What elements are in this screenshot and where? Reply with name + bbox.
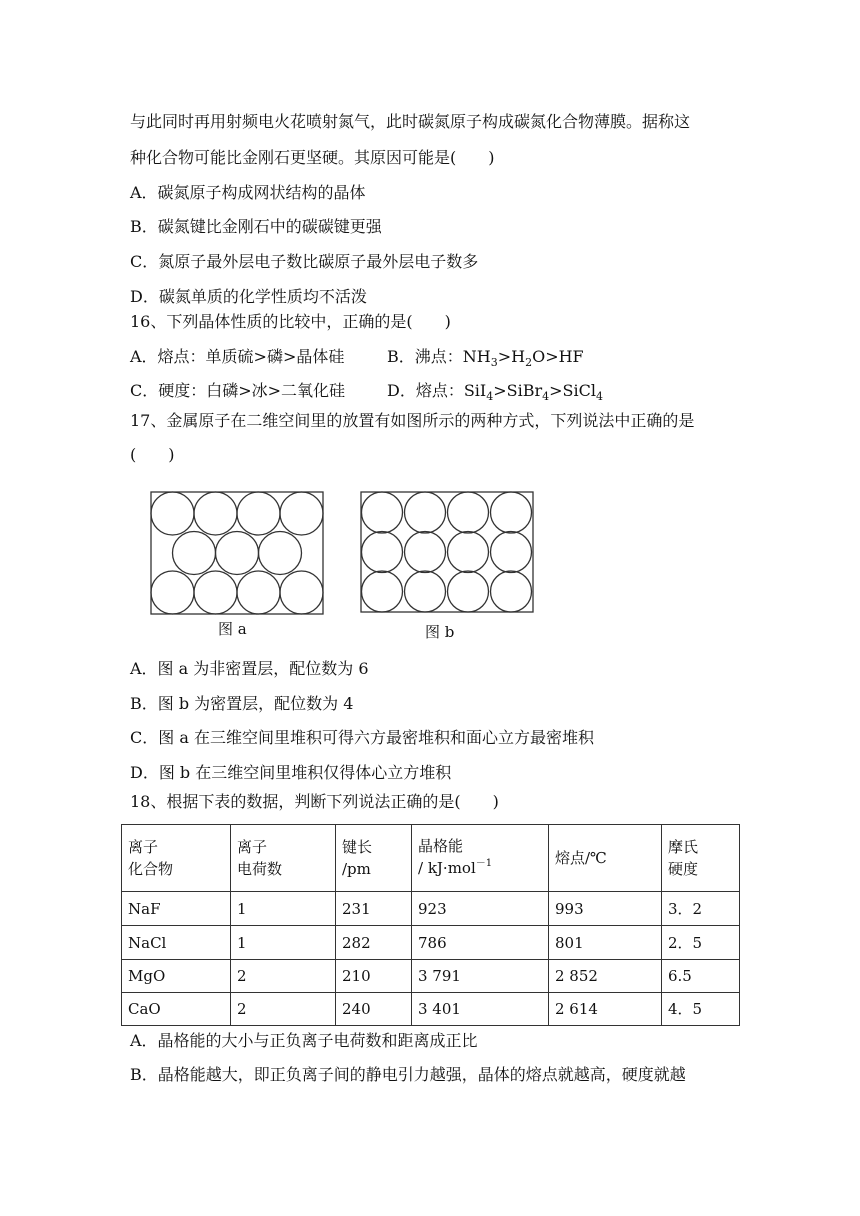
q16-row-ab — [130, 346, 584, 369]
atom-circle — [491, 571, 532, 612]
q16-option-a: A．熔点：单质硫>磷>晶体硅 — [130, 347, 345, 366]
atom-circle — [491, 532, 532, 573]
atom-circle — [280, 492, 323, 535]
crystal-data-table — [121, 824, 740, 1026]
q15-option-c: C．氮原子最外层电子数比碳原子最外层电子数多 — [130, 252, 479, 271]
q18-option-a: A．晶格能的大小与正负离子电荷数和距离成正比 — [130, 1031, 478, 1050]
intro-line-1: 与此同时再用射频电火花喷射氮气，此时碳氮原子构成碳氮化合物薄膜。据称这 — [130, 112, 691, 131]
table-row: MgO 2 210 3 791 2 852 6.5 — [122, 960, 740, 993]
figure-a-caption: 图 a — [218, 620, 247, 638]
q15-option-d: D．碳氮单质的化学性质均不活泼 — [130, 287, 367, 306]
q16-row-cd — [130, 380, 603, 403]
q17-stem-1: 17、金属原子在二维空间里的放置有如图所示的两种方式，下列说法中正确的是 — [130, 411, 695, 430]
figure-b-square-packed — [360, 491, 534, 613]
table-row: NaCl 1 282 786 801 2．5 — [122, 926, 740, 960]
header-mohs-hardness: 摩氏 硬度 — [662, 825, 740, 892]
q16-stem: 16、下列晶体性质的比较中，正确的是( ) — [130, 312, 451, 331]
atom-circle — [362, 492, 403, 533]
atom-circle — [194, 492, 237, 535]
q15-option-b: B．碳氮键比金刚石中的碳碳键更强 — [130, 217, 382, 236]
header-bond-length: 键长 /pm — [336, 825, 412, 892]
q16-option-b: B．沸点：$NH_3>H_2O>HF$ — [387, 347, 584, 369]
header-ion-charge: 离子 电荷数 — [231, 825, 336, 892]
atom-circle — [151, 571, 194, 614]
figure-a-close-packed — [150, 491, 324, 615]
atom-circle — [259, 532, 302, 575]
header-lattice-energy: 晶格能 / kJ·mol$^{-1}$ — [412, 825, 549, 892]
atom-circle — [405, 571, 446, 612]
atom-circle — [173, 532, 216, 575]
table-row: NaF 1 231 923 993 3．2 — [122, 892, 740, 926]
q17-option-d: D．图 b 在三维空间里堆积仅得体心立方堆积 — [130, 763, 452, 782]
q18-option-b: B．晶格能越大，即正负离子间的静电引力越强，晶体的熔点就越高，硬度就越 — [130, 1065, 686, 1084]
atom-circle — [405, 532, 446, 573]
atom-circle — [405, 492, 446, 533]
atom-circle — [216, 532, 259, 575]
atom-circle — [448, 492, 489, 533]
q15-option-a: A．碳氮原子构成网状结构的晶体 — [130, 183, 366, 202]
atom-circle — [280, 571, 323, 614]
atom-circle — [362, 532, 403, 573]
intro-line-2: 种化合物可能比金刚石更坚硬。其原因可能是( ) — [130, 148, 495, 167]
atom-circle — [362, 571, 403, 612]
header-ionic-compound: 离子 化合物 — [122, 825, 231, 892]
q17-option-b: B．图 b 为密置层，配位数为 4 — [130, 694, 354, 713]
q16-option-d: D．熔点：SiI$_4$>SiBr$_4$>SiCl$_4$ — [387, 381, 603, 403]
atom-circle — [448, 571, 489, 612]
atom-circle — [151, 492, 194, 535]
atom-circle — [194, 571, 237, 614]
q18-stem: 18、根据下表的数据，判断下列说法正确的是( ) — [130, 792, 499, 811]
q16-option-c: C．硬度：白磷>冰>二氧化硅 — [130, 381, 346, 400]
header-melting-point: 熔点/℃ — [549, 825, 662, 892]
table-row: CaO 2 240 3 401 2 614 4．5 — [122, 993, 740, 1026]
q17-option-a: A．图 a 为非密置层，配位数为 6 — [130, 659, 369, 678]
atom-circle — [491, 492, 532, 533]
q17-option-c: C．图 a 在三维空间里堆积可得六方最密堆积和面心立方最密堆积 — [130, 728, 594, 747]
table-header-row — [122, 825, 740, 892]
figure-b-caption: 图 b — [425, 623, 455, 641]
atom-circle — [237, 571, 280, 614]
q17-stem-2: ( ) — [130, 445, 175, 464]
atom-circle — [448, 532, 489, 573]
atom-circle — [237, 492, 280, 535]
